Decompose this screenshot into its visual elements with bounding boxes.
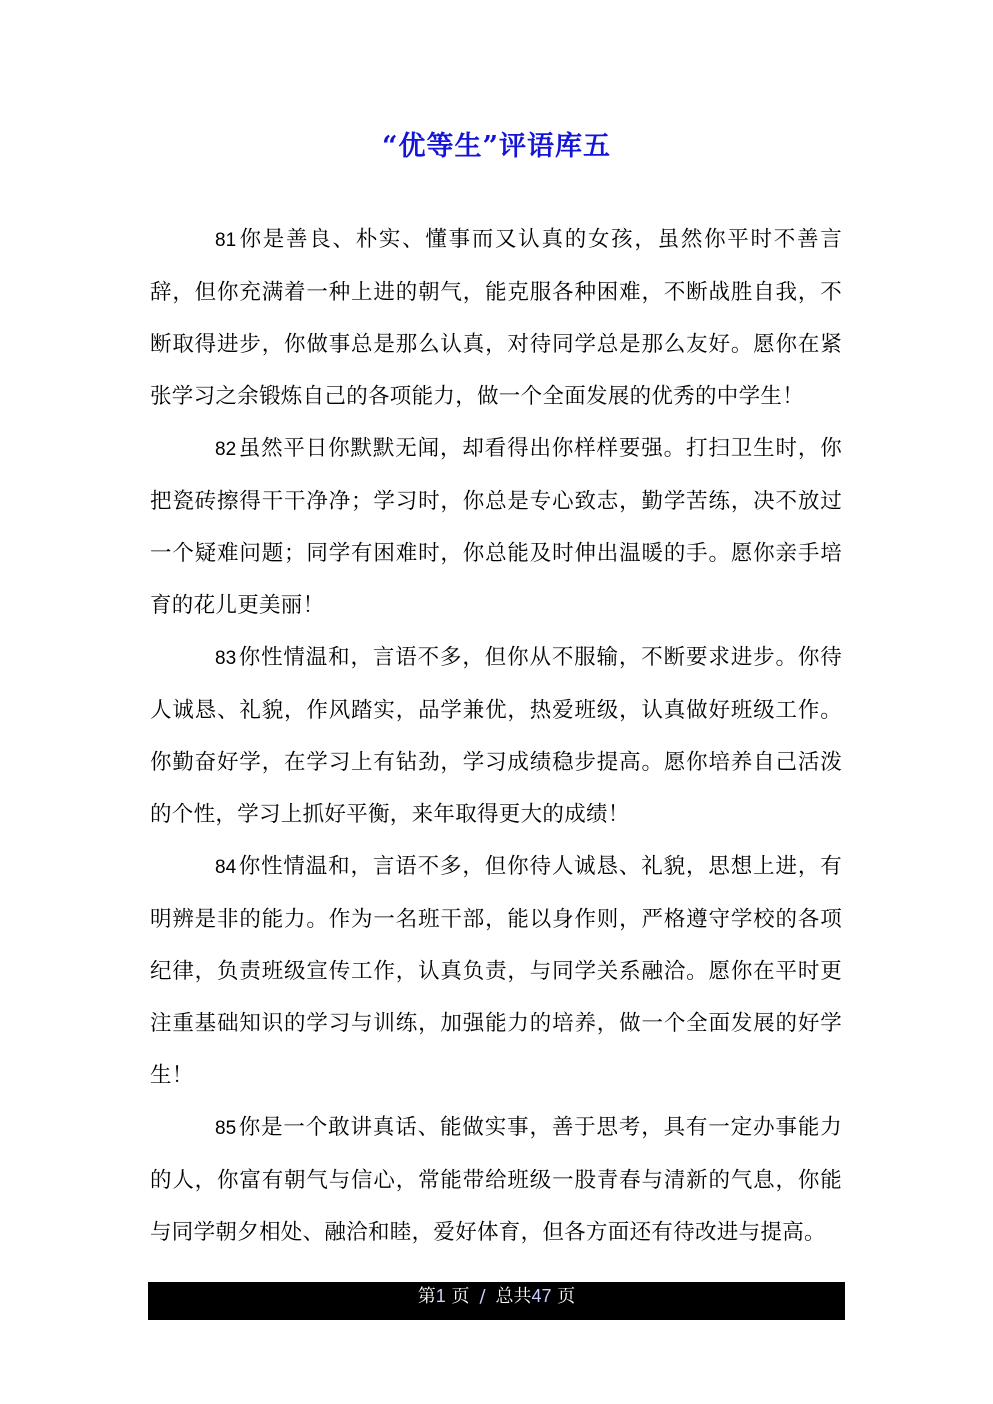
comment-paragraph-84 (150, 841, 842, 1102)
paragraph-number: 85 (215, 1118, 237, 1139)
paragraph-text: 你性情温和，言语不多，但你从不服输，不断要求进步。你待人诚恳、礼貌，作风踏实，品学兼优，热爱班级，认真做好班级工作。你勤奋好学，在学习上有钻劲，学习成绩稳步提高。愿你培养自己活泼的个性，学习上抓好平衡，来年取得更大的成绩！ (150, 645, 842, 827)
page-separator: / (479, 1286, 486, 1307)
paragraph-text: 你性情温和，言语不多，但你待人诚恳、礼貌，思想上进，有明辨是非的能力。作为一名班干部，能以身作则，严格遵守学校的各项纪律，负责班级宣传工作，认真负责，与同学关系融洽。愿你在平时更注重基础知识的学习与训练，加强能力的培养，做一个全面发展的好学生！ (150, 854, 842, 1088)
current-page-number: 1 (435, 1286, 446, 1306)
paragraph-number: 83 (215, 648, 237, 669)
paragraph-number: 81 (215, 230, 237, 251)
paragraph-text: 你是一个敢讲真话、能做实事，善于思考，具有一定办事能力的人，你富有朝气与信心，常能带给班级一股青春与清新的气息，你能与同学朝夕相处、融洽和睦，爱好体育，但各方面还有待改进与提高。 (150, 1115, 842, 1245)
total-prefix: 总共 (495, 1286, 532, 1307)
paragraph-number: 84 (215, 857, 237, 878)
document-title: “优等生”评语库五 (381, 131, 612, 162)
page-word: 页 (451, 1286, 470, 1307)
total-suffix: 页 (557, 1286, 576, 1307)
comment-paragraph-85 (150, 1102, 842, 1259)
comment-paragraph-82 (150, 423, 842, 632)
comment-paragraph-83 (150, 632, 842, 841)
page-prefix: 第 (417, 1286, 436, 1307)
document-body (150, 214, 842, 1259)
paragraph-text: 你是善良、朴实、懂事而又认真的女孩，虽然你平时不善言辞，但你充满着一种上进的朝气，能克服各种困难，不断战胜自我，不断取得进步，你做事总是那么认真，对待同学总是那么友好。愿你在紧张学习之余锻炼自己的各项能力，做一个全面发展的优秀的中学生！ (150, 227, 842, 409)
page-footer-bar (148, 1282, 845, 1320)
comment-paragraph-81 (150, 214, 842, 423)
total-pages-number: 47 (531, 1286, 552, 1306)
paragraph-text: 虽然平日你默默无闻，却看得出你样样要强。打扫卫生时，你把瓷砖擦得干干净净；学习时，你总是专心致志，勤学苦练，决不放过一个疑难问题；同学有困难时，你总能及时伸出温暖的手。愿你亲手培育的花儿更美丽！ (150, 436, 842, 618)
page-indicator (418, 1283, 576, 1310)
paragraph-number: 82 (215, 439, 237, 460)
